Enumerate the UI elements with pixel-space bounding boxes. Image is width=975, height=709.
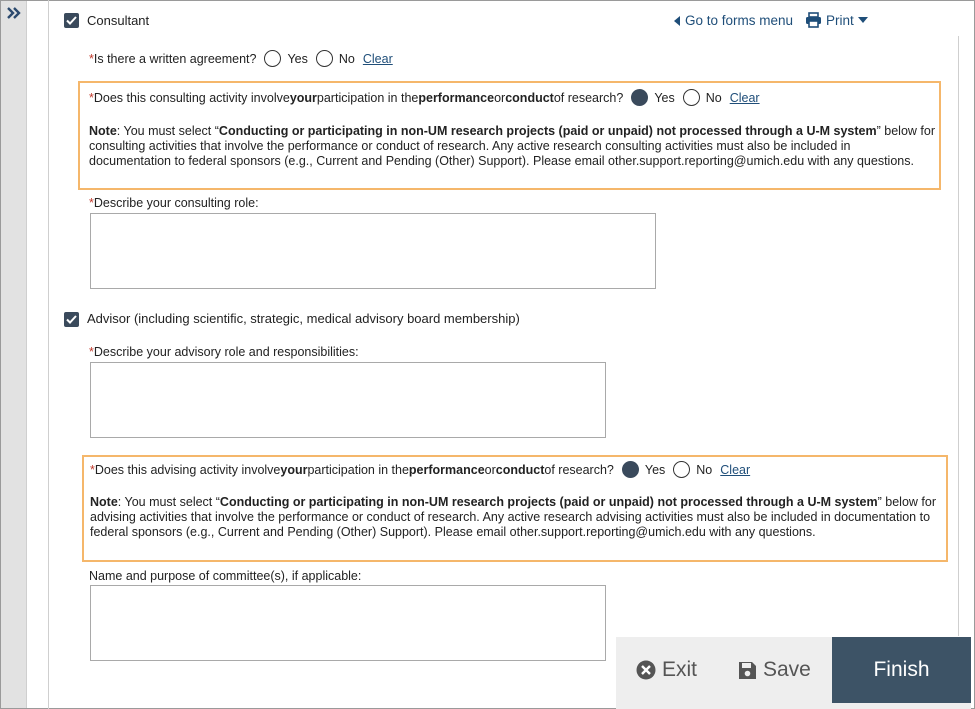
q-text: or	[494, 90, 506, 105]
exit-button[interactable]	[636, 637, 697, 703]
advising-note	[90, 495, 942, 540]
expand-panel-icon[interactable]	[3, 2, 25, 24]
caret-down-icon	[858, 17, 868, 24]
required-marker: *	[89, 51, 94, 66]
consultant-checkbox[interactable]	[64, 13, 79, 28]
note-text: ” below for consulting activities that involve the performance or conduct of research. Any active research consulting activities must also be included in documentation to federal sponsors (e.g., Current and Pending (Other) Support). Please email other.support.reporting@umich.edu with any questions.	[89, 124, 935, 168]
side-rail	[1, 1, 27, 708]
advisor-label: Advisor (including scientific, strategic, medical advisory board membership)	[87, 311, 520, 326]
no-label: No	[705, 90, 722, 105]
required-marker: *	[89, 196, 94, 210]
q-bold-your: your	[289, 90, 317, 105]
consulting-research-question	[89, 89, 760, 106]
checkmark-icon	[66, 16, 77, 25]
advising-research-clear-link[interactable]: Clear	[720, 462, 751, 477]
note-text: ” below for advising activities that involve the performance or conduct of research. Any active research advising activities must also be included in documentation to federal sponsors (e.g., Current and Pending (Other) Support). Please email other.support.reporting@umich.edu with any questions.	[90, 495, 936, 539]
radio-no[interactable]	[673, 461, 690, 478]
print-label: Print	[826, 12, 854, 28]
q-text: of research?	[553, 90, 624, 105]
written-agreement-yes[interactable]	[264, 50, 307, 67]
note-text: : You must select “	[117, 495, 220, 509]
close-circle-icon	[636, 660, 656, 680]
q-text: or	[484, 462, 496, 477]
note-text: : You must select “	[116, 124, 219, 138]
yes-label: Yes	[287, 51, 308, 66]
note-bold-option: Conducting or participating in non-UM research projects (paid or unpaid) not processed through a U-M system	[219, 495, 878, 509]
radio-yes-selected[interactable]	[631, 89, 648, 106]
content-right-border	[958, 36, 959, 636]
print-menu-button[interactable]	[805, 12, 868, 28]
required-marker: *	[90, 462, 95, 477]
advising-research-no[interactable]	[673, 461, 712, 478]
save-button[interactable]	[738, 637, 811, 703]
note-label: Note	[89, 124, 117, 138]
no-label: No	[338, 51, 355, 66]
committee-textarea[interactable]	[90, 585, 606, 661]
consulting-role-label-text: Describe your consulting role:	[93, 196, 259, 210]
q-bold-conduct: conduct	[505, 90, 554, 105]
written-agreement-question	[89, 50, 393, 67]
checkmark-icon	[66, 315, 77, 324]
advising-research-question	[90, 461, 750, 478]
no-label: No	[696, 462, 713, 477]
radio-yes-selected[interactable]	[622, 461, 639, 478]
q-bold-conduct: conduct	[495, 462, 545, 477]
printer-icon	[805, 12, 822, 28]
q-text: participation in the	[316, 90, 419, 105]
consulting-research-highlight-box	[78, 81, 941, 190]
consultant-label: Consultant	[87, 13, 150, 28]
written-agreement-label: Is there a written agreement?	[93, 51, 257, 66]
q-text: Does this consulting activity involve	[93, 90, 290, 105]
yes-label: Yes	[654, 90, 675, 105]
consulting-role-label	[89, 196, 259, 210]
advising-research-yes[interactable]	[622, 461, 665, 478]
floppy-disk-icon	[738, 661, 757, 680]
exit-label: Exit	[662, 658, 698, 681]
advisory-role-label-text: Describe your advisory role and responsibilities:	[93, 345, 359, 359]
go-to-forms-menu-link[interactable]	[674, 13, 793, 28]
yes-label: Yes	[644, 462, 666, 477]
advising-research-highlight-box	[82, 455, 948, 562]
written-agreement-clear-link[interactable]: Clear	[362, 51, 393, 66]
content-left-border	[48, 0, 49, 709]
consulting-research-clear-link[interactable]: Clear	[729, 90, 760, 105]
radio-yes[interactable]	[264, 50, 281, 67]
consulting-role-textarea[interactable]	[90, 213, 656, 289]
q-text: participation in the	[307, 462, 409, 477]
written-agreement-no[interactable]	[316, 50, 355, 67]
q-text: Does this advising activity involve	[94, 462, 281, 477]
radio-no[interactable]	[316, 50, 333, 67]
advisory-role-label	[89, 345, 359, 359]
radio-no[interactable]	[683, 89, 700, 106]
caret-left-icon	[674, 16, 681, 26]
note-label: Note	[90, 495, 118, 509]
q-bold-performance: performance	[408, 462, 485, 477]
advisor-checkbox[interactable]	[64, 312, 79, 327]
q-bold-your: your	[280, 462, 308, 477]
finish-button[interactable]: Finish	[832, 637, 971, 703]
required-marker: *	[89, 345, 94, 359]
q-text: of research?	[544, 462, 614, 477]
required-marker: *	[89, 90, 94, 105]
consulting-research-no[interactable]	[683, 89, 722, 106]
action-button-bar	[616, 637, 971, 709]
q-bold-performance: performance	[418, 90, 495, 105]
save-label: Save	[763, 658, 811, 681]
forms-menu-label: Go to forms menu	[685, 13, 794, 28]
committee-label: Name and purpose of committee(s), if applicable:	[89, 569, 362, 583]
consulting-research-yes[interactable]	[631, 89, 674, 106]
note-bold-option: Conducting or participating in non-UM research projects (paid or unpaid) not processed through a U-M system	[218, 124, 877, 138]
advisory-role-textarea[interactable]	[90, 362, 606, 438]
consulting-note	[89, 124, 935, 169]
